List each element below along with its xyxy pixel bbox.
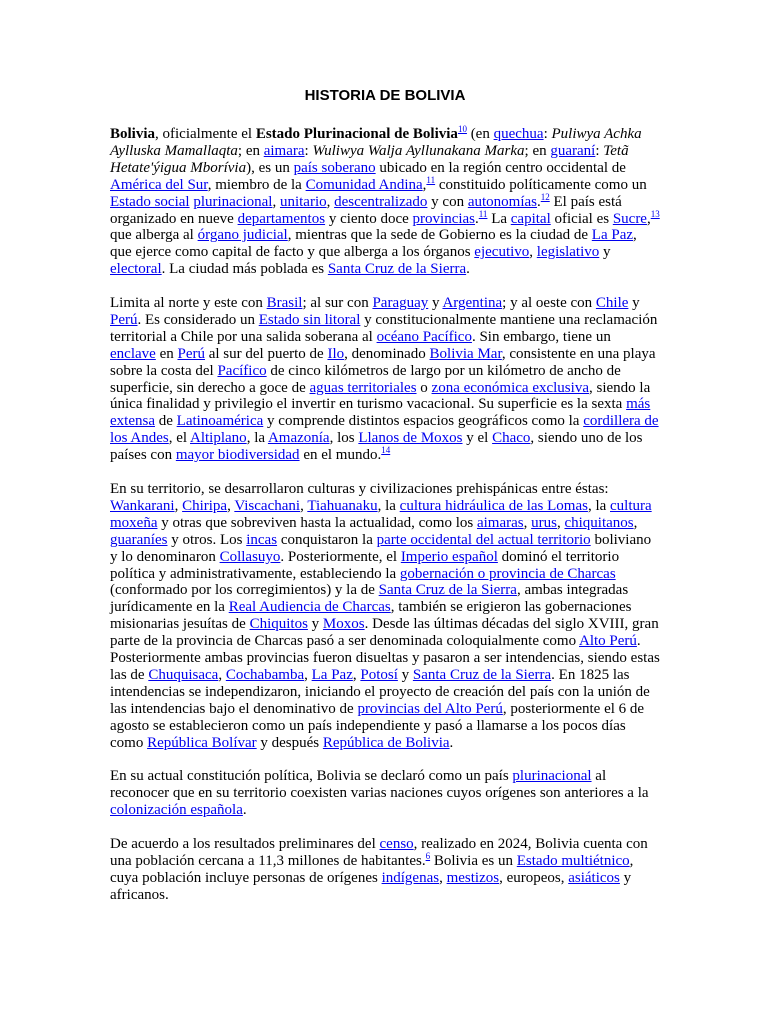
article-link[interactable]: capital	[510, 210, 551, 227]
body-text: y después	[256, 734, 323, 751]
article-link[interactable]: La Paz	[311, 666, 353, 683]
article-link[interactable]: Amazonía	[267, 430, 330, 447]
article-link[interactable]: Real Audiencia de Charcas	[228, 599, 391, 616]
article-link[interactable]: cultura hidráulica de las Lomas	[399, 497, 588, 514]
native-name: Tetã Hetate'ýigua Mborívia	[110, 142, 629, 176]
article-link[interactable]: chiquitanos	[564, 514, 634, 531]
article-link[interactable]: Llanos de Moxos	[358, 430, 463, 447]
body-text: de	[154, 413, 177, 430]
article-link[interactable]: Santa Cruz de la Sierra	[378, 582, 517, 599]
article-link[interactable]: Wankarani	[110, 497, 175, 514]
footnote-ref[interactable]: 13	[650, 208, 660, 219]
article-link[interactable]: Viscachani	[234, 497, 301, 514]
body-text: , que ejerce como capital de facto y que alberga a los órganos	[110, 227, 637, 261]
article-link[interactable]: parte occidental del actual territorio	[376, 531, 591, 548]
body-text: La	[487, 210, 511, 227]
body-text: ,	[227, 497, 235, 514]
body-text: ,	[218, 666, 226, 683]
body-text: ; al sur con	[302, 295, 373, 312]
article-link[interactable]: Perú	[110, 311, 138, 328]
article-link[interactable]: Collasuyo	[219, 548, 281, 565]
article-link[interactable]: Chile	[595, 295, 629, 312]
article-link[interactable]: Bolivia Mar	[429, 345, 502, 362]
article-link[interactable]: departamentos	[237, 210, 326, 227]
body-text: ,	[326, 193, 335, 210]
article-link[interactable]: Chuquisaca	[148, 666, 219, 683]
article-link[interactable]: enclave	[110, 345, 156, 362]
body-text: , cuya población incluye personas de orígenes	[110, 852, 634, 886]
article-link[interactable]: censo	[379, 836, 414, 852]
bold-text: Estado Plurinacional de Bolivia	[255, 126, 458, 142]
body-text: , consistente en una playa sobre la costa del	[110, 345, 656, 379]
article-link[interactable]: océano Pacífico	[376, 328, 472, 345]
article-link[interactable]: aimara	[263, 142, 305, 159]
body-text: y con	[427, 193, 468, 210]
article-link[interactable]: Chiripa	[182, 497, 228, 514]
article-link[interactable]: Brasil	[266, 295, 303, 312]
footnote-ref[interactable]: 11	[426, 174, 436, 185]
article-link[interactable]: cordillera de los Andes	[110, 413, 659, 447]
body-text: ,	[523, 514, 532, 531]
footnote-ref[interactable]: 14	[381, 445, 391, 456]
body-text: :	[595, 142, 604, 159]
article-link[interactable]: indígenas	[381, 869, 440, 886]
body-text: . En 1825 las intendencias se independizaron, iniciando el proyecto de creación del país con la unión de las intendencias bajo el denominativo de	[110, 666, 650, 717]
article-link[interactable]: Latinoamérica	[176, 413, 264, 430]
article-link[interactable]: Cochabamba	[225, 666, 305, 683]
body-text: y otros. Los	[167, 531, 247, 548]
body-text: .	[475, 210, 479, 227]
body-text: boliviano y lo denominaron	[110, 531, 652, 565]
article-link[interactable]: órgano judicial	[197, 227, 288, 244]
body-text: , la	[587, 497, 611, 514]
body-text: En su actual constitución política, Bolivia se declaró como un país	[110, 768, 513, 785]
body-text: ubicado en la región centro occidental de	[375, 159, 626, 176]
article-link[interactable]: Tiahuanaku	[307, 497, 378, 514]
body-text: . Sin embargo, tiene un	[471, 328, 611, 345]
body-text: Limita al norte y este con	[110, 295, 267, 312]
body-text: y	[599, 244, 611, 261]
article-link[interactable]: plurinacional	[193, 193, 273, 210]
body-text: y ciento doce	[325, 210, 413, 227]
article-link[interactable]: quechua	[493, 126, 544, 142]
body-text: .	[242, 802, 247, 819]
footnote-ref[interactable]: 10	[457, 124, 467, 134]
body-text: , la	[377, 497, 400, 514]
document-body	[110, 126, 660, 904]
article-link[interactable]: Estado multiétnico	[516, 852, 630, 869]
body-text: al reconocer que en su territorio coexisten varias naciones cuyos orígenes son anteriores a la	[110, 768, 649, 802]
body-text: y otras que sobreviven hasta la actualidad, como los	[157, 514, 477, 531]
article-link[interactable]: Alto Perú	[579, 633, 637, 650]
body-text: constituido políticamente como un	[435, 176, 647, 193]
body-text: , denominado	[344, 345, 430, 362]
article-link[interactable]: Potosí	[360, 666, 398, 683]
article-link[interactable]: Santa Cruz de la Sierra	[412, 666, 552, 683]
body-text: o	[416, 379, 432, 396]
body-text: y el	[462, 430, 493, 447]
article-link[interactable]: zona económica exclusiva	[431, 379, 589, 396]
article-link[interactable]: aimaras	[476, 514, 524, 531]
article-link[interactable]: América del Sur	[110, 176, 208, 193]
article-link[interactable]: Estado sin litoral	[258, 311, 361, 328]
article-link[interactable]: cultura moxeña	[110, 497, 652, 531]
body-text: , realizado en 2024, Bolivia cuenta con una población cercana a 11,3 millones de habitantes.	[110, 836, 648, 869]
footnote-ref[interactable]: 6	[425, 850, 431, 861]
article-link[interactable]: provincias	[412, 210, 476, 227]
article-link[interactable]: Estado social	[110, 193, 190, 210]
body-text: (en	[466, 126, 494, 142]
body-text: ,	[272, 193, 280, 210]
body-text: ; en	[524, 142, 551, 159]
body-text: ,	[439, 869, 447, 886]
article-link[interactable]: Altiplano	[190, 430, 247, 447]
paragraph	[110, 481, 660, 752]
native-name: Wuliwya Walja Ayllunakana Marka	[312, 142, 525, 159]
body-text: , también se erigieron las gobernaciones misionarias jesuítas de	[110, 599, 632, 633]
body-text: , miembro de la	[207, 176, 306, 193]
body-text: ), es un	[246, 159, 294, 176]
body-text: en	[155, 345, 178, 362]
body-text: , posteriormente el 6 de agosto se establecieron como un país independiente y pasó a llamarse a los pocos días como	[110, 700, 645, 751]
body-text: , el	[168, 430, 191, 447]
body-text: que alberga al	[110, 227, 198, 244]
page-title: HISTORIA DE BOLIVIA	[304, 87, 466, 104]
article-link[interactable]: mestizos	[446, 869, 500, 886]
article-link[interactable]: autonomías	[467, 193, 537, 210]
body-text: ,	[633, 514, 638, 531]
body-text: ,	[174, 497, 183, 514]
paragraph	[110, 836, 660, 904]
body-text: en el mundo.	[299, 447, 382, 464]
body-text: . Es considerado un	[137, 311, 259, 328]
body-text: oficial es	[550, 210, 613, 227]
body-text: :	[304, 142, 313, 159]
body-text: y africanos.	[110, 869, 632, 903]
body-text: .	[536, 193, 541, 210]
article-link[interactable]: provincias del Alto Perú	[357, 700, 503, 717]
article-link[interactable]: país soberano	[293, 159, 376, 176]
body-text: . Posteriormente ambas provincias fueron disueltas y pasaron a ser intendencias, siendo estas las de	[110, 633, 660, 683]
article-link[interactable]: plurinacional	[512, 768, 592, 785]
body-text: y	[628, 295, 640, 312]
footnote-ref[interactable]: 11	[478, 208, 488, 219]
article-link[interactable]: Imperio español	[400, 548, 498, 565]
article-link[interactable]: Argentina	[442, 295, 503, 312]
body-text: y	[428, 295, 443, 312]
article-link[interactable]: urus	[531, 514, 557, 531]
article-link[interactable]: Perú	[177, 345, 205, 362]
body-text: En su territorio, se desarrollaron culturas y civilizaciones prehispánicas entre éstas:	[110, 481, 609, 497]
body-text: , ambas integradas jurídicamente en la	[110, 582, 629, 616]
article-link[interactable]: electoral	[110, 261, 162, 278]
body-text: El país está organizado en nueve	[110, 193, 622, 227]
article-link[interactable]: Ilo	[327, 345, 345, 362]
body-text: . La ciudad más poblada es	[161, 261, 328, 278]
body-text: (conformado por los corregimientos) y la de	[110, 582, 379, 599]
body-text: ,	[352, 666, 361, 683]
body-text: dominó el territorio política y administrativamente, estableciendo la	[110, 548, 620, 582]
article-link[interactable]: guaraní	[550, 142, 596, 159]
article-link[interactable]: aguas territoriales	[309, 379, 417, 396]
body-text: ,	[300, 497, 308, 514]
native-name: Puliwya Achka Aylluska Mamallaqta	[110, 126, 642, 159]
body-text: , europeos,	[499, 869, 569, 886]
article-link[interactable]: Moxos	[322, 616, 365, 633]
body-text: . Posteriormente, el	[280, 548, 401, 565]
body-text: ,	[304, 666, 312, 683]
article-link[interactable]: incas	[246, 531, 278, 548]
bold-text: Bolivia	[110, 126, 156, 142]
article-link[interactable]: ejecutivo	[474, 244, 530, 261]
article-link[interactable]: guaraníes	[110, 531, 168, 548]
article-link[interactable]: más extensa	[110, 396, 651, 430]
article-link[interactable]: Paraguay	[372, 295, 429, 312]
body-text: , siendo la única finalidad y privilegio el invertir en turismo vacacional. Su superficie es la sexta	[110, 379, 651, 413]
article-link[interactable]: Pacífico	[217, 362, 267, 379]
body-text: conquistaron la	[277, 531, 377, 548]
article-link[interactable]: asiáticos	[568, 869, 620, 886]
body-text: , siendo uno de los países con	[110, 430, 643, 464]
article-link[interactable]: mayor biodiversidad	[175, 447, 300, 464]
body-text: , los	[329, 430, 359, 447]
article-link[interactable]: Chaco	[492, 430, 531, 447]
article-link[interactable]: Comunidad Andina	[305, 176, 423, 193]
body-text: , mientras que la sede de Gobierno es la ciudad de	[287, 227, 592, 244]
body-text: y constitucionalmente mantiene una reclamación territorial a Chile por una salida soberana al	[110, 311, 658, 345]
body-text: , la	[246, 430, 268, 447]
body-text: y	[307, 616, 323, 633]
article-link[interactable]: legislativo	[536, 244, 600, 261]
article-link[interactable]: Santa Cruz de la Sierra	[327, 261, 467, 278]
body-text: de cinco kilómetros de largo por un kilómetro de ancho de superficie, sin derecho a goce de	[110, 362, 621, 396]
paragraph	[110, 295, 660, 464]
article-link[interactable]: Sucre	[612, 210, 647, 227]
article-link[interactable]: La Paz	[591, 227, 634, 244]
body-text: y comprende distintos espacios geográficos como la	[263, 413, 584, 430]
body-text: .	[466, 261, 470, 278]
body-text: y	[397, 666, 413, 683]
body-text: . Desde las últimas décadas del siglo XVIII, gran parte de la provincia de Charcas pasó a ser denominada coloquialmente como	[110, 616, 659, 650]
body-text: ,	[529, 244, 537, 261]
body-text: De acuerdo a los resultados preliminares del	[110, 836, 380, 852]
article-link[interactable]: República Bolívar	[147, 734, 257, 751]
body-text: Bolivia es un	[430, 852, 517, 869]
body-text: :	[543, 126, 552, 142]
article-link[interactable]: Chiquitos	[249, 616, 308, 633]
body-text: ,	[422, 176, 427, 193]
article-link[interactable]: unitario	[279, 193, 327, 210]
article-link[interactable]: colonización española	[110, 802, 243, 819]
body-text: ,	[556, 514, 565, 531]
footnote-ref[interactable]: 12	[540, 191, 550, 202]
body-text: .	[449, 734, 454, 751]
body-text: al sur del puerto de	[204, 345, 328, 362]
body-text: ; en	[237, 142, 264, 159]
article-link[interactable]: República de Bolivia	[322, 734, 450, 751]
body-text: ; y al oeste con	[502, 295, 596, 312]
body-text: , oficialmente el	[155, 126, 256, 142]
article-link[interactable]: descentralizado	[334, 193, 428, 210]
body-text: ,	[646, 210, 651, 227]
paragraph	[110, 768, 660, 819]
article-link[interactable]: gobernación o provincia de Charcas	[399, 565, 616, 582]
paragraph	[110, 126, 660, 278]
